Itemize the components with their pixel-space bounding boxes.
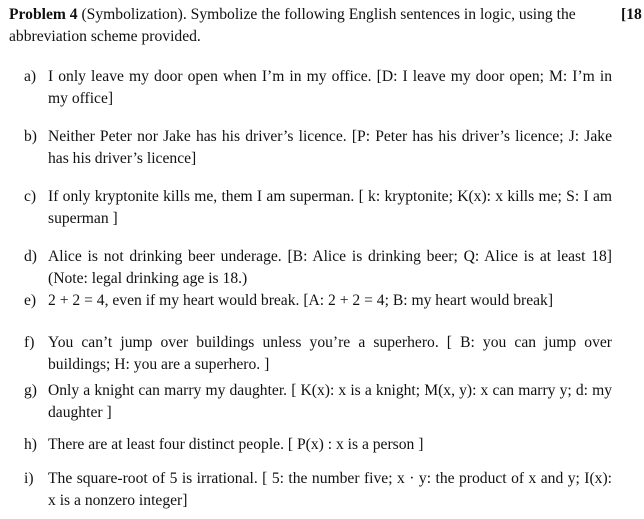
item-label: a) [24, 68, 37, 85]
item-text: You can’t jump over buildings unless you’re a superhero. [ B: you can jump over buildings; H: you are a superhero. ] [48, 334, 612, 373]
problem-item-e [24, 290, 612, 312]
points-marker: [18 [621, 6, 642, 23]
problem-item-i [24, 468, 612, 512]
item-label: g) [24, 382, 37, 399]
problem-intro: Symbolize the following English sentences in logic, using the abbreviation scheme provided. [9, 6, 576, 45]
item-text: I only leave my door open when I’m in my office. [D: I leave my door open; M: I’m in my office] [48, 68, 612, 107]
problem-item-c [24, 186, 612, 230]
item-label: b) [24, 128, 37, 145]
problem-item-h [24, 434, 612, 456]
item-text: Only a knight can marry my daughter. [ K(x): x is a knight; M(x, y): x can marry y; d: my daughter ] [48, 382, 612, 421]
item-label: d) [24, 248, 37, 265]
item-text: 2 + 2 = 4, even if my heart would break. [A: 2 + 2 = 4; B: my heart would break] [48, 292, 554, 309]
problem-item-f [24, 332, 612, 376]
item-label: h) [24, 436, 37, 453]
problem-item-a [24, 66, 612, 110]
problem-item-b [24, 126, 612, 170]
item-label: f) [24, 334, 35, 351]
item-text: Neither Peter nor Jake has his driver’s licence. [P: Peter has his driver’s licence; J: Jake has his driver’s licence] [48, 128, 612, 167]
item-text: The square-root of 5 is irrational. [ 5: the number five; x · y: the product of x and y; I(x): x is a nonzero integer] [48, 470, 612, 509]
item-text: Alice is not drinking beer underage. [B: Alice is drinking beer; Q: Alice is at least 18] (Note: legal drinking age is 18.) [48, 248, 612, 287]
item-label: e) [24, 292, 37, 309]
item-text: There are at least four distinct people. [ P(x) : x is a person ] [48, 436, 424, 453]
item-label: c) [24, 188, 37, 205]
item-text: If only kryptonite kills me, them I am superman. [ k: kryptonite; K(x): x kills me; S: I am superman ] [48, 188, 612, 227]
problem-item-g [24, 380, 612, 424]
problem-subtitle: (Symbolization). [81, 6, 187, 23]
item-label: i) [24, 470, 34, 487]
problem-title: Problem 4 [9, 6, 78, 23]
problem-item-d [24, 246, 612, 290]
problem-header [9, 4, 637, 48]
